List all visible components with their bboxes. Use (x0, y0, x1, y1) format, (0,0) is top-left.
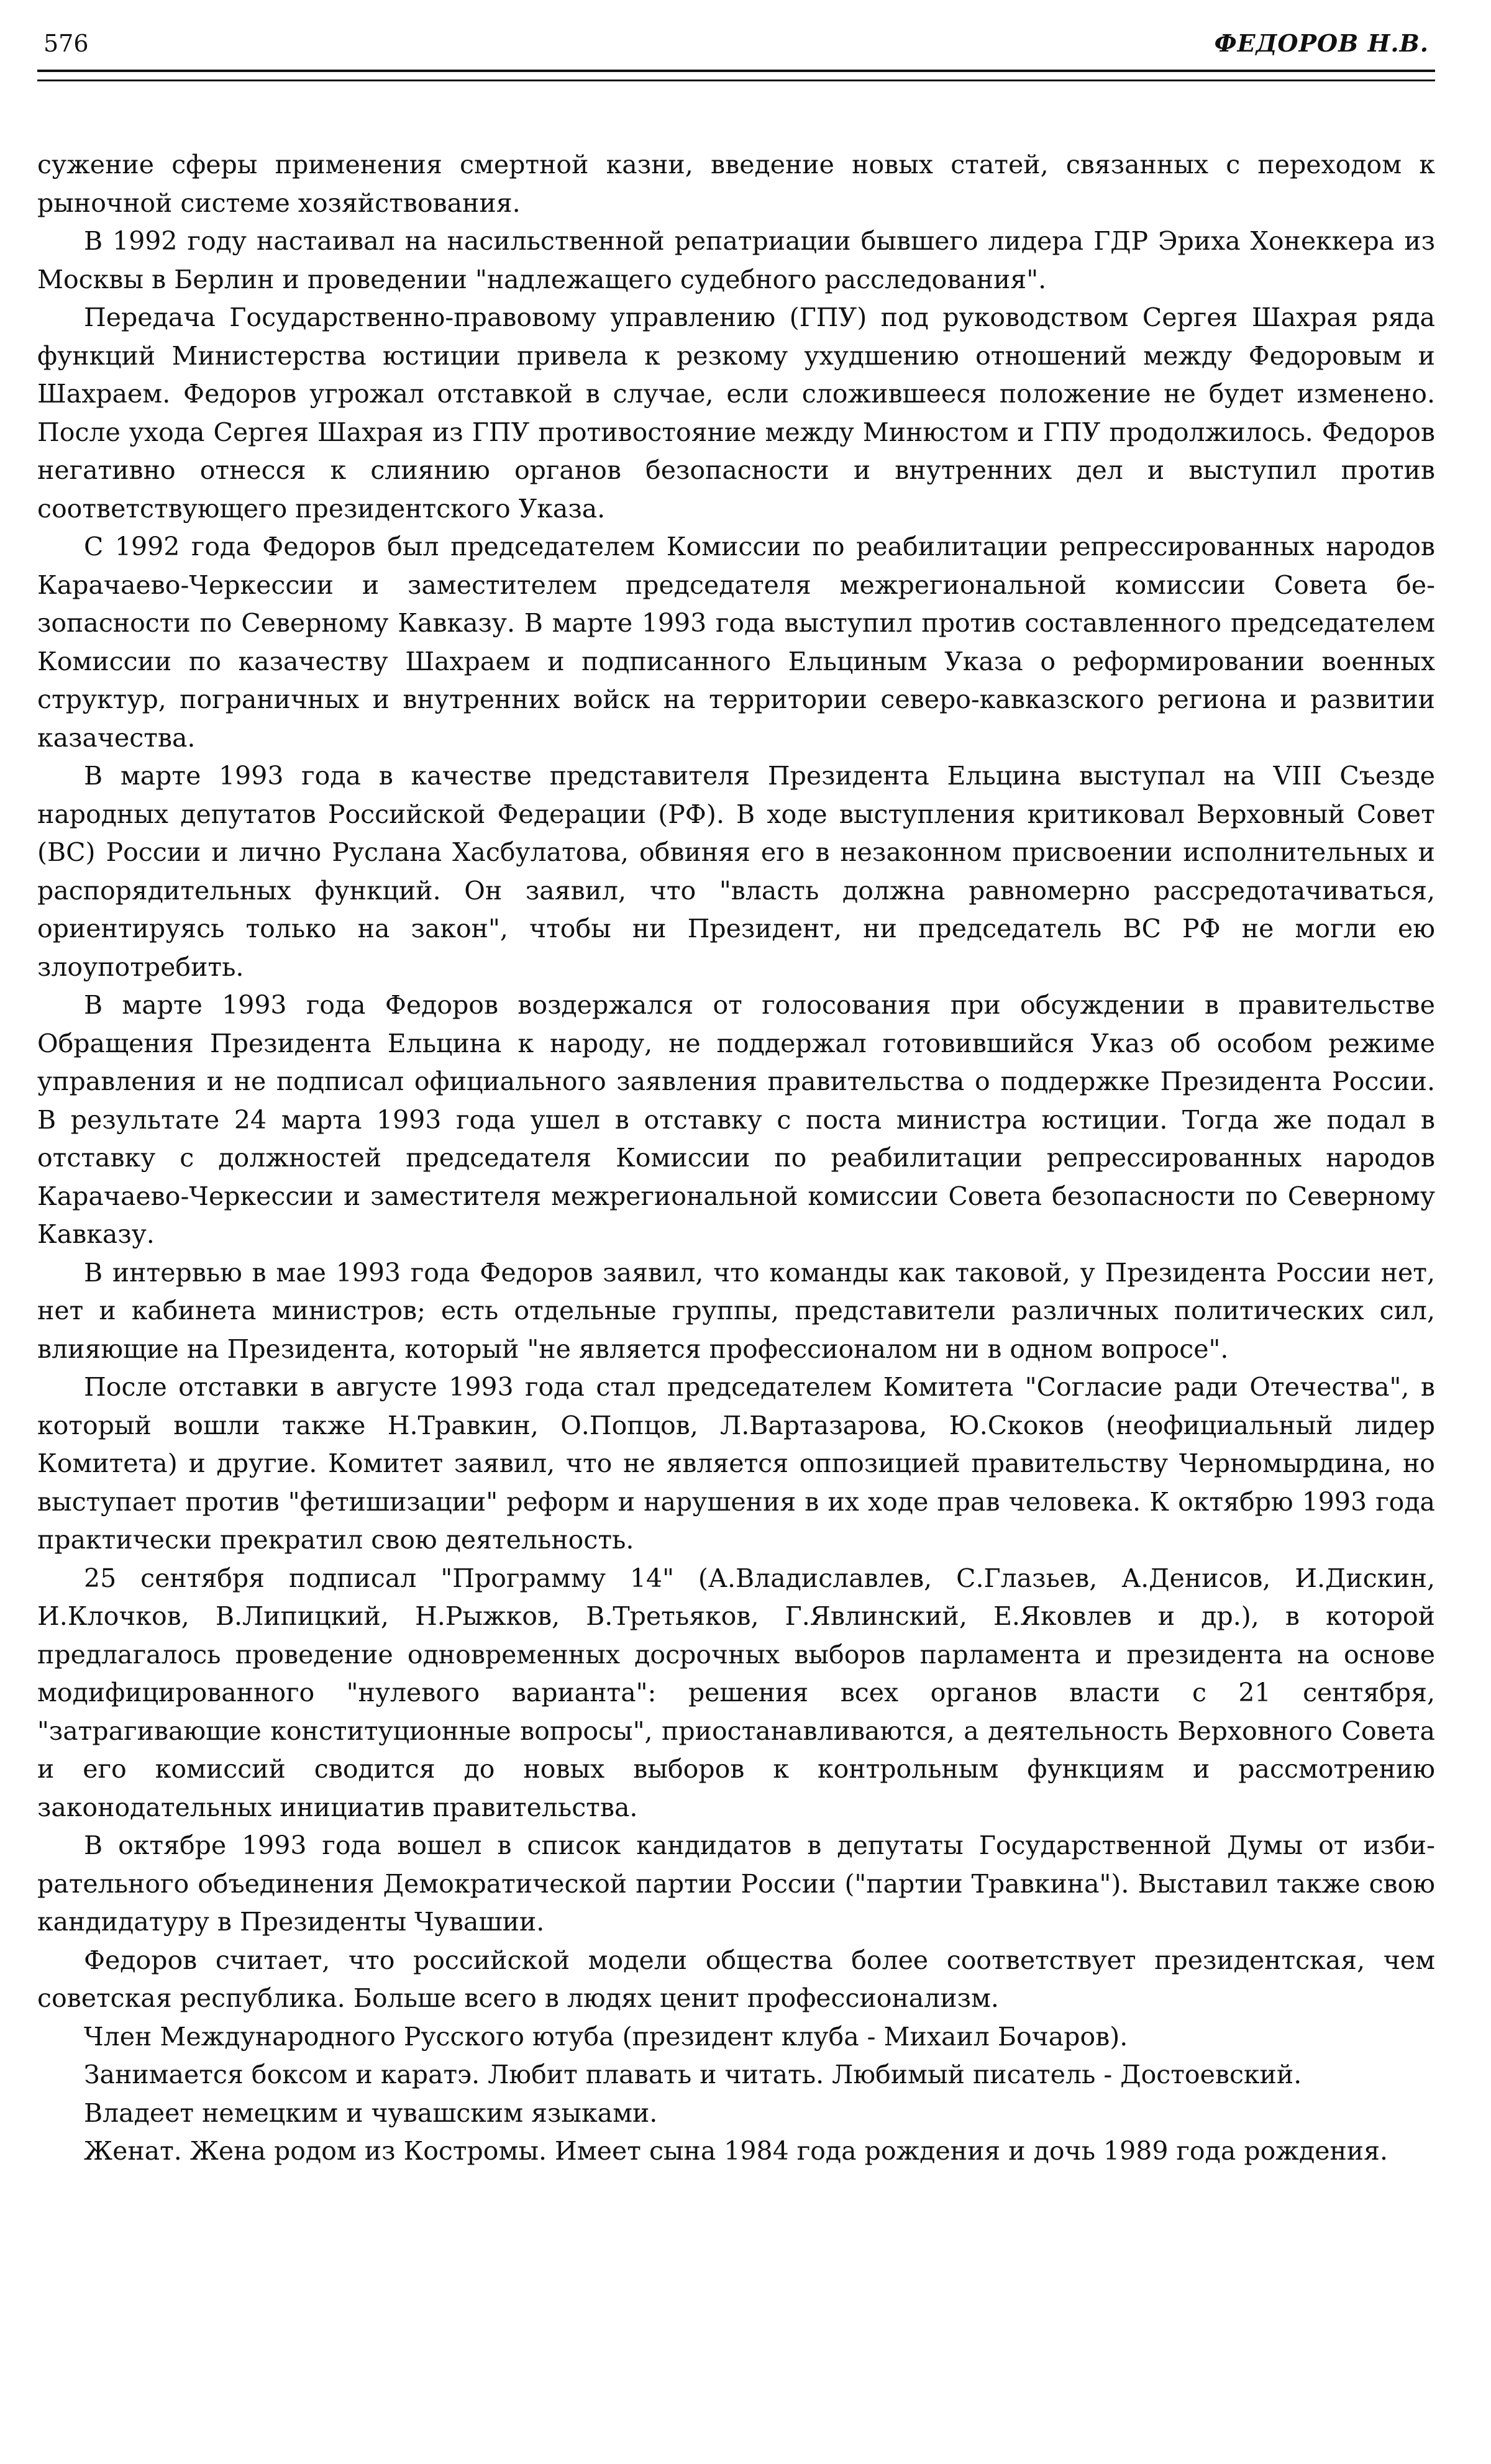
paragraph: В марте 1993 года Федоров воздержался от голосования при обсуждении в правительстве Обращения Президента Ельцина к народу, не поддержал готовившийся Указ об особом режиме управления и не подписал официального заявления правительства о поддержке Президента России. В результате 24 марта 1993 года ушел в отставку с поста министра юстиции. Тогда же подал в отставку с должностей председателя Комиссии по реабилитации репрессированных народов Карачаево-Черкессии и заместителя межрегиональной комиссии Совета безопасности по Северному Кавказу. (37, 990, 1435, 1249)
paragraph: Занимается боксом и каратэ. Любит плавать и читать. Любимый писатель - Достоевский. (84, 2060, 1302, 2089)
page-number: 576 (43, 30, 89, 57)
body-text (37, 146, 1435, 2171)
paragraph: В 1992 году настаивал на насильственной репатриации бывшего лидера ГДР Эриха Хонеккера из Москвы в Берлин и проведении "надлежащего судебного расследования". (37, 226, 1435, 294)
header-rule (37, 70, 1435, 72)
running-head: ФЕДОРОВ Н.В. (1214, 29, 1429, 57)
paragraph: Владеет немецким и чувашским языками. (84, 2098, 658, 2128)
header-rule-secondary (37, 80, 1435, 81)
paragraph: С 1992 года Федоров был председателем Комиссии по реабилитации репрессированных народов Карачаево-Черкессии и заместителем председателя межрегиональной комиссии Совета безопасности по Северному Кавказу. В марте 1993 года выступил против составленного председателем Комиссии по казачеству Шахраем и подписанного Ельциным Указа о реформировании военных структур, пограничных и внутренних войск на территории северо-кавказского региона и развитии казачества. (37, 532, 1435, 753)
paragraph: Федоров считает, что российской модели общества более соответствует президентская, чем советская республика. Больше всего в людях ценит профессионализм. (37, 1945, 1435, 2013)
paragraph: В октябре 1993 года вошел в список кандидатов в депутаты Государственной Думы от избирательного объединения Демократической партии России ("партии Травкина"). Выставил также свою кандидатуру в Президенты Чувашии. (37, 1830, 1435, 1937)
paragraph: В интервью в мае 1993 года Федоров заявил, что команды как таковой, у Президента России нет, нет и кабинета министров; есть отдельные группы, представители различных политических сил, влияющие на Президента, который "не является профессионалом ни в одном вопросе". (37, 1257, 1435, 1364)
paragraph: Женат. Жена родом из Костромы. Имеет сына 1984 года рождения и дочь 1989 года рождения. (84, 2136, 1388, 2166)
paragraph: 25 сентября подписал "Программу 14" (А.Владиславлев, С.Глазьев, А.Денисов, И.Дискин, И.Клочков, В.Липицкий, Н.Рыжков, В.Третьяков, Г.Явлинский, Е.Яковлев и др.), в которой предлагалось проведение одновременных досрочных выборов парламента и президента на основе модифицированного "нулевого варианта": решения всех органов власти с 21 сентября, "затрагивающие конституционные вопросы", приостанавливаются, а деятельность Верховного Совета и его комиссий сводится до новых выборов к контрольным функциям и рассмотрению законодательных инициатив правительства. (37, 1563, 1435, 1822)
paragraph-continuation: сужение сферы применения смертной казни, введение новых статей, связанных с переходом к рыночной системе хозяйствования. (37, 150, 1435, 218)
paragraph: В марте 1993 года в качестве представителя Президента Ельцина выступал на VIII Съезде народных депутатов Российской Федерации (РФ). В ходе выступления критиковал Верховный Совет (ВС) России и лично Руслана Хасбулатова, обвиняя его в незаконном присвоении исполнительных и распорядительных функций. Он заявил, что "власть должна равномерно рассредотачиваться, ориентируясь только на закон", чтобы ни Президент, ни председатель ВС РФ не могли ею злоупотребить. (37, 761, 1435, 982)
page-header (37, 25, 1435, 106)
paragraph: После отставки в августе 1993 года стал председателем Комитета "Согласие ради Отечества", в который вошли также Н.Травкин, О.Попцов, Л.Вартазарова, Ю.Скоков (неофициальный лидер Комитета) и другие. Комитет заявил, что не является оппозицией правительству Черномырдина, но выступает против "фетишизации" реформ и нарушения в их ходе прав человека. К октябрю 1993 года практически прекратил свою деятельность. (37, 1372, 1435, 1555)
paragraph: Член Международного Русского ютуба (президент клуба - Михаил Бочаров). (84, 2021, 1128, 2052)
paragraph: Передача Государственно-правовому управлению (ГПУ) под руководством Сергея Шахрая ряда функций Министерства юстиции привела к резкому ухудшению отношений между Федоровым и Шахраем. Федоров угрожал отставкой в случае, если сложившееся положение не будет изменено. После ухода Сергея Шахрая из ГПУ противостояние между Минюстом и ГПУ продолжилось. Федоров негативно отнесся к слиянию органов безопасности и внутренних дел и выступил против соответствующего президентского Указа. (37, 302, 1435, 524)
